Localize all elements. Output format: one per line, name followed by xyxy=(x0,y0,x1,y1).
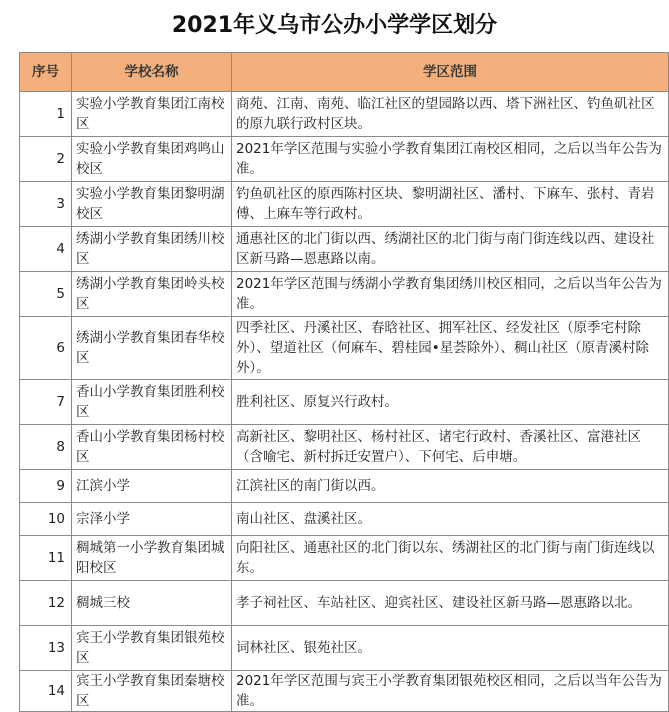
row-school: 宾王小学教育集团秦塘校区 xyxy=(72,671,232,712)
row-area: 2021年学区范围与绣湖小学教育集团绣川校区相同，之后以当年公告为准。 xyxy=(232,272,669,317)
row-area: 胜利社区、原复兴行政村。 xyxy=(232,380,669,425)
table-row xyxy=(20,503,669,536)
row-school: 绣湖小学教育集团岭头校区 xyxy=(72,272,232,317)
row-school: 绣湖小学教育集团春华校区 xyxy=(72,317,232,380)
row-school: 江滨小学 xyxy=(72,470,232,503)
row-num: 4 xyxy=(20,227,72,272)
row-area: 2021年学区范围与实验小学教育集团江南校区相同，之后以当年公告为准。 xyxy=(232,137,669,182)
school-district-table xyxy=(19,52,669,712)
row-school: 稠城第一小学教育集团城阳校区 xyxy=(72,536,232,581)
row-area: 四季社区、丹溪社区、春晗社区、拥军社区、经发社区（原季宅村除外）、望道社区（何麻车、碧桂园•星荟除外）、稠山社区（原青溪村除外）。 xyxy=(232,317,669,380)
row-school: 香山小学教育集团杨村校区 xyxy=(72,425,232,470)
table-row xyxy=(20,626,669,671)
table-row xyxy=(20,272,669,317)
row-area: 江滨社区的南门街以西。 xyxy=(232,470,669,503)
table-row xyxy=(20,536,669,581)
page-title: 2021年义乌市公办小学学区划分 xyxy=(171,13,498,38)
table-row xyxy=(20,581,669,626)
row-num: 12 xyxy=(20,581,72,626)
header-school: 学校名称 xyxy=(72,53,232,92)
table-header-row xyxy=(20,53,669,92)
row-num: 1 xyxy=(20,92,72,137)
row-area: 向阳社区、通惠社区的北门街以东、绣湖社区的北门街与南门街连线以东。 xyxy=(232,536,669,581)
row-area: 南山社区、盘溪社区。 xyxy=(232,503,669,536)
table-row xyxy=(20,425,669,470)
row-area: 2021年学区范围与宾王小学教育集团银苑校区相同，之后以当年公告为准。 xyxy=(232,671,669,712)
row-num: 2 xyxy=(20,137,72,182)
table-row xyxy=(20,671,669,712)
table-row xyxy=(20,137,669,182)
row-num: 10 xyxy=(20,503,72,536)
row-area: 高新社区、黎明社区、杨村社区、诸宅行政村、香溪社区、富港社区（含喻宅、新村拆迁安置户）、下何宅、后申塘。 xyxy=(232,425,669,470)
row-area: 通惠社区的北门街以西、绣湖社区的北门街与南门街连线以西、建设社区新马路—恩惠路以南。 xyxy=(232,227,669,272)
row-school: 实验小学教育集团鸡鸣山校区 xyxy=(72,137,232,182)
header-area: 学区范围 xyxy=(232,53,669,92)
row-school: 实验小学教育集团黎明湖校区 xyxy=(72,182,232,227)
table-row xyxy=(20,92,669,137)
row-num: 9 xyxy=(20,470,72,503)
row-num: 3 xyxy=(20,182,72,227)
row-school: 稠城三校 xyxy=(72,581,232,626)
table-row xyxy=(20,380,669,425)
table-row xyxy=(20,317,669,380)
row-area: 孝子祠社区、车站社区、迎宾社区、建设社区新马路—恩惠路以北。 xyxy=(232,581,669,626)
row-num: 11 xyxy=(20,536,72,581)
table-row xyxy=(20,470,669,503)
header-num: 序号 xyxy=(20,53,72,92)
table-row xyxy=(20,227,669,272)
row-school: 实验小学教育集团江南校区 xyxy=(72,92,232,137)
row-area: 钓鱼矶社区的原西陈村区块、黎明湖社区、潘村、下麻车、张村、青岩傅、上麻车等行政村。 xyxy=(232,182,669,227)
table-row xyxy=(20,182,669,227)
row-num: 6 xyxy=(20,317,72,380)
row-school: 宗泽小学 xyxy=(72,503,232,536)
row-school: 绣湖小学教育集团绣川校区 xyxy=(72,227,232,272)
row-area: 词林社区、银苑社区。 xyxy=(232,626,669,671)
row-school: 香山小学教育集团胜利校区 xyxy=(72,380,232,425)
row-num: 7 xyxy=(20,380,72,425)
row-num: 13 xyxy=(20,626,72,671)
row-num: 5 xyxy=(20,272,72,317)
row-school: 宾王小学教育集团银苑校区 xyxy=(72,626,232,671)
row-num: 14 xyxy=(20,671,72,712)
row-area: 商苑、江南、南苑、临江社区的望园路以西、塔下洲社区、钓鱼矶社区的原九联行政村区块。 xyxy=(232,92,669,137)
row-num: 8 xyxy=(20,425,72,470)
